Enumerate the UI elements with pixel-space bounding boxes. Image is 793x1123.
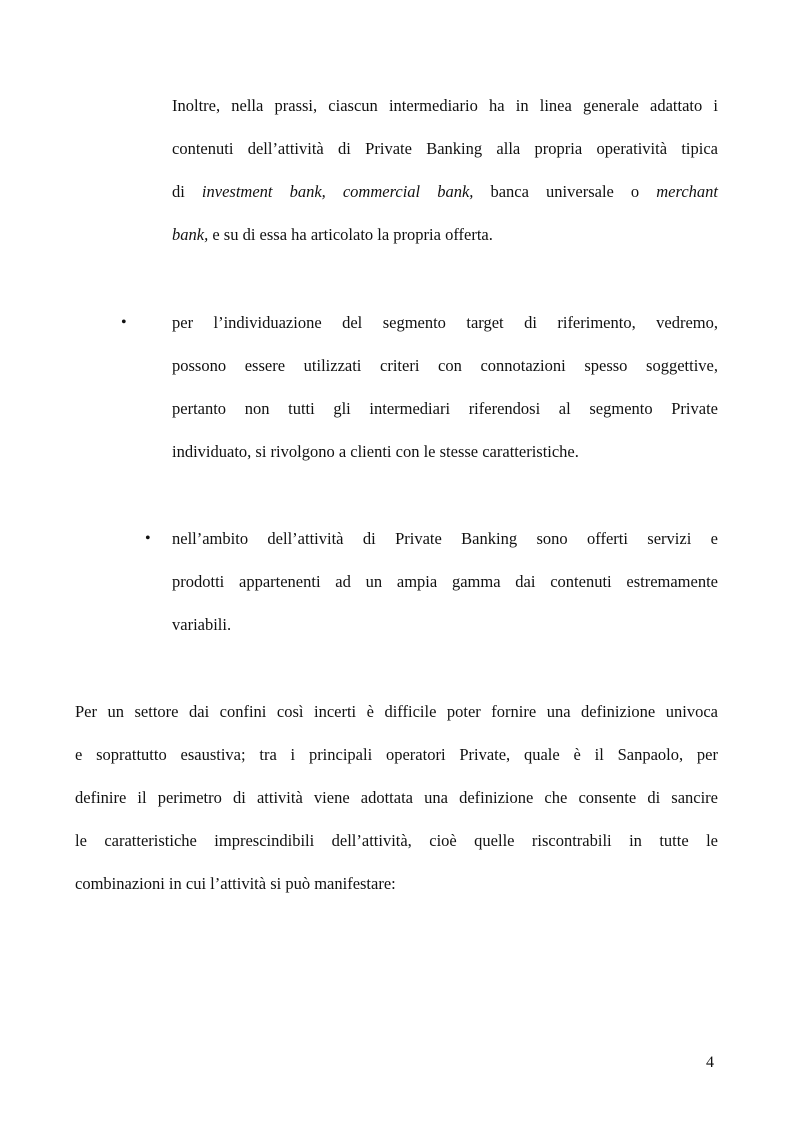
text-line: pertanto non tutti gli intermediari riferendosi al segmento Private — [172, 399, 718, 418]
bullet-icon: • — [121, 314, 127, 331]
paragraph-definizione — [75, 690, 718, 905]
text-line: variabili. — [172, 615, 232, 634]
text-line: Inoltre, nella prassi, ciascun intermediario ha in linea generale adattato i — [172, 96, 718, 115]
text-line: individuato, si rivolgono a clienti con le stesse caratteristiche. — [172, 442, 579, 461]
text-line: combinazioni in cui l’attività si può manifestare: — [75, 874, 396, 893]
page-number: 4 — [706, 1054, 714, 1071]
text-line: nell’ambito dell’attività di Private Banking sono offerti servizi e — [172, 529, 718, 548]
text-line: possono essere utilizzati criteri con connotazioni spesso soggettive, — [172, 356, 718, 375]
text-line: prodotti appartenenti ad un ampia gamma dai contenuti estremamente — [172, 572, 718, 591]
bullet-icon: • — [145, 530, 151, 547]
text-line: Per un settore dai confini così incerti è difficile poter fornire una definizione univoca — [75, 702, 718, 721]
text-line: di investment bank, commercial bank, banca universale o merchant — [172, 182, 718, 201]
text-line: bank, e su di essa ha articolato la propria offerta. — [172, 225, 493, 244]
text-line: le caratteristiche imprescindibili dell’attività, cioè quelle riscontrabili in tutte le — [75, 831, 718, 850]
text-line: per l’individuazione del segmento target di riferimento, vedremo, — [172, 313, 718, 332]
text-line: contenuti dell’attività di Private Banking alla propria operatività tipica — [172, 139, 718, 158]
text-line: e soprattutto esaustiva; tra i principali operatori Private, quale è il Sanpaolo, per — [75, 745, 718, 764]
paragraph-servizi-prodotti — [172, 517, 718, 646]
paragraph-intermediari — [172, 84, 718, 256]
paragraph-segmento-target — [172, 301, 718, 473]
text-line: definire il perimetro di attività viene adottata una definizione che consente di sancire — [75, 788, 718, 807]
